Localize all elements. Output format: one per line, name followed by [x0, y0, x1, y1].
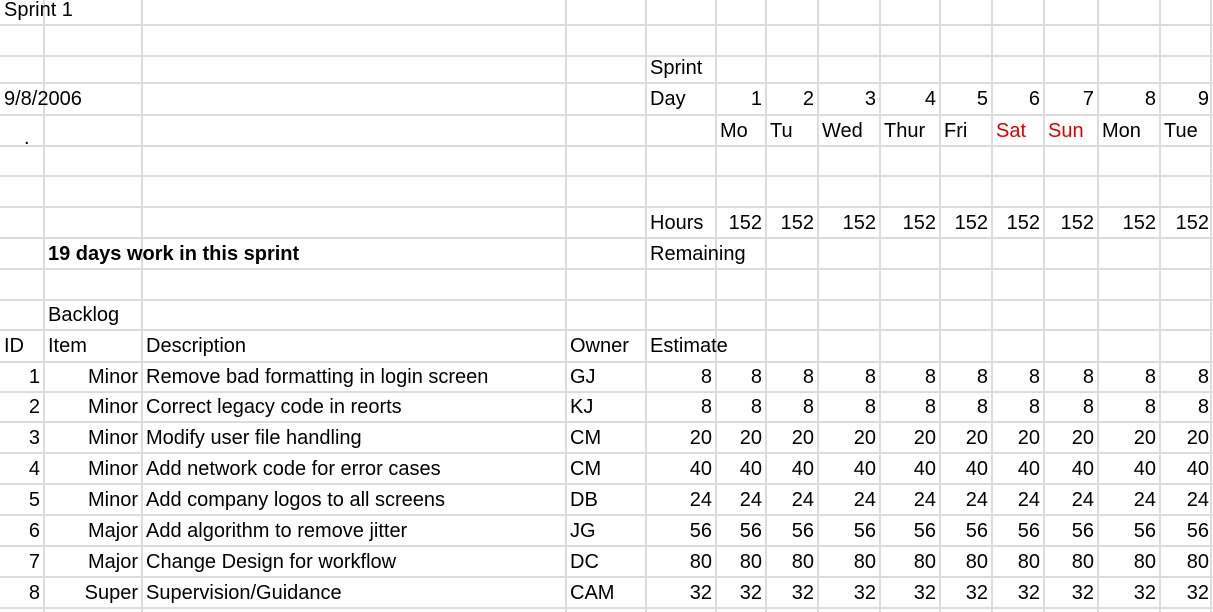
task-estimate-3: 20: [689, 426, 712, 449]
task-7-day-8: 80: [1133, 550, 1156, 573]
task-8-day-6: 32: [1017, 581, 1040, 604]
task-4-day-4: 40: [913, 457, 936, 480]
task-2-day-1: 8: [750, 396, 762, 418]
task-6-day-5: 56: [965, 519, 988, 542]
task-estimate-5: 24: [689, 488, 712, 511]
task-5-day-7: 24: [1071, 488, 1094, 511]
task-8-day-8: 32: [1133, 581, 1156, 604]
day-number-6: 6: [1028, 88, 1040, 110]
task-backlog-3: Minor: [87, 426, 138, 449]
task-5-day-8: 24: [1133, 488, 1156, 511]
task-owner-8: CAM: [570, 581, 615, 604]
task-3-day-5: 20: [965, 426, 988, 449]
hours-day-9: 152: [1175, 211, 1209, 234]
task-3-day-3: 20: [853, 426, 876, 449]
task-1-day-5: 8: [976, 366, 988, 388]
task-4-day-2: 40: [791, 457, 814, 480]
task-backlog-8: Super: [84, 581, 138, 604]
task-3-day-9: 20: [1186, 426, 1209, 449]
day-number-7: 7: [1082, 88, 1094, 110]
grid-row-line-5: [0, 175, 1213, 177]
task-description-8: Supervision/Guidance: [146, 581, 342, 604]
hours-label: Hours: [650, 211, 704, 234]
task-owner-6: JG: [570, 519, 596, 542]
task-8-day-5: 32: [965, 581, 988, 604]
task-2-day-3: 8: [864, 396, 876, 418]
header-estimate: Estimate: [650, 335, 728, 357]
task-6-day-1: 56: [739, 519, 762, 542]
task-5-day-1: 24: [739, 488, 762, 511]
task-7-day-7: 80: [1071, 550, 1094, 573]
task-5-day-6: 24: [1017, 488, 1040, 511]
task-2-day-5: 8: [976, 396, 988, 418]
task-1-day-4: 8: [924, 366, 936, 388]
hours-day-1: 152: [728, 211, 762, 234]
task-5-day-9: 24: [1186, 488, 1209, 511]
remaining-label: Remaining: [650, 242, 746, 265]
task-id-3: 3: [28, 426, 40, 449]
task-estimate-8: 32: [689, 581, 712, 604]
day-number-3: 3: [864, 88, 876, 110]
task-4-day-5: 40: [965, 457, 988, 480]
task-3-day-6: 20: [1017, 426, 1040, 449]
hours-day-7: 152: [1060, 211, 1094, 234]
task-backlog-7: Major: [87, 550, 138, 573]
task-description-3: Modify user file handling: [146, 426, 362, 449]
task-3-day-4: 20: [913, 426, 936, 449]
task-7-day-2: 80: [791, 550, 814, 573]
day-name-4: Thur: [884, 119, 926, 142]
hours-day-4: 152: [902, 211, 936, 234]
task-description-1: Remove bad formatting in login screen: [146, 366, 489, 388]
task-description-5: Add company logos to all screens: [146, 488, 446, 511]
task-backlog-5: Minor: [87, 488, 138, 511]
task-7-day-4: 80: [913, 550, 936, 573]
task-owner-1: GJ: [570, 366, 596, 388]
grid-row-line-9: [0, 299, 1213, 301]
task-5-day-3: 24: [853, 488, 876, 511]
task-2-day-6: 8: [1028, 396, 1040, 418]
task-estimate-4: 40: [689, 457, 712, 480]
task-backlog-4: Minor: [87, 457, 138, 480]
task-id-2: 2: [28, 396, 40, 418]
task-4-day-6: 40: [1017, 457, 1040, 480]
hours-day-5: 152: [954, 211, 988, 234]
task-3-day-8: 20: [1133, 426, 1156, 449]
task-8-day-3: 32: [853, 581, 876, 604]
header-owner: Owner: [570, 335, 629, 357]
task-description-7: Change Design for workflow: [146, 550, 397, 573]
task-3-day-7: 20: [1071, 426, 1094, 449]
task-6-day-2: 56: [791, 519, 814, 542]
sprint-title: Sprint 1: [4, 0, 73, 21]
day-name-7: Sun: [1048, 119, 1084, 142]
day-name-5: Fri: [944, 119, 968, 142]
day-name-6: Sat: [996, 119, 1027, 142]
task-id-6: 6: [28, 519, 40, 542]
task-4-day-3: 40: [853, 457, 876, 480]
task-5-day-5: 24: [965, 488, 988, 511]
task-estimate-1: 8: [700, 366, 712, 388]
day-number-1: 1: [750, 88, 762, 110]
task-4-day-8: 40: [1133, 457, 1156, 480]
grid-row-line-0: [0, 24, 1213, 26]
task-5-day-4: 24: [913, 488, 936, 511]
task-8-day-9: 32: [1186, 581, 1209, 604]
task-estimate-6: 56: [689, 519, 712, 542]
task-backlog-1: Minor: [87, 366, 138, 388]
day-number-8: 8: [1144, 88, 1156, 110]
sprint-label: Sprint: [650, 57, 703, 79]
task-1-day-1: 8: [750, 366, 762, 388]
task-1-day-9: 8: [1197, 366, 1209, 388]
task-1-day-6: 8: [1028, 366, 1040, 388]
task-8-day-1: 32: [739, 581, 762, 604]
task-7-day-6: 80: [1017, 550, 1040, 573]
task-4-day-1: 40: [739, 457, 762, 480]
task-description-2: Correct legacy code in reorts: [146, 396, 402, 418]
dot-marker: .: [24, 127, 30, 149]
task-owner-2: KJ: [570, 396, 594, 418]
task-owner-5: DB: [570, 488, 598, 511]
task-backlog-6: Major: [87, 519, 138, 542]
task-3-day-1: 20: [739, 426, 762, 449]
task-7-day-9: 80: [1186, 550, 1209, 573]
task-backlog-2: Minor: [87, 396, 138, 418]
header-description: Description: [146, 335, 247, 357]
day-number-2: 2: [802, 88, 814, 110]
task-id-4: 4: [28, 457, 40, 480]
task-4-day-9: 40: [1186, 457, 1209, 480]
header-backlog-line1: Backlog: [48, 304, 120, 326]
task-owner-4: CM: [570, 457, 602, 480]
sprint-summary: 19 days work in this sprint: [48, 242, 300, 265]
task-6-day-4: 56: [913, 519, 936, 542]
task-owner-7: DC: [570, 550, 599, 573]
task-estimate-7: 80: [689, 550, 712, 573]
day-number-5: 5: [976, 88, 988, 110]
day-name-9: Tue: [1164, 119, 1198, 142]
task-6-day-6: 56: [1017, 519, 1040, 542]
hours-day-3: 152: [842, 211, 876, 234]
task-7-day-1: 80: [739, 550, 762, 573]
day-label: Day: [650, 88, 686, 110]
task-description-6: Add algorithm to remove jitter: [146, 519, 408, 542]
task-id-5: 5: [28, 488, 40, 511]
task-estimate-2: 8: [700, 396, 712, 418]
header-backlog-line2: Item: [48, 335, 87, 357]
task-7-day-3: 80: [853, 550, 876, 573]
task-8-day-7: 32: [1071, 581, 1094, 604]
grid-row-line-1: [0, 55, 1213, 57]
task-2-day-8: 8: [1144, 396, 1156, 418]
hours-day-8: 152: [1122, 211, 1156, 234]
task-2-day-7: 8: [1082, 396, 1094, 418]
task-6-day-8: 56: [1133, 519, 1156, 542]
day-name-1: Mo: [720, 119, 748, 142]
task-4-day-7: 40: [1071, 457, 1094, 480]
task-8-day-2: 32: [791, 581, 814, 604]
task-1-day-7: 8: [1082, 366, 1094, 388]
header-id: ID: [4, 335, 24, 357]
day-name-3: Wed: [822, 119, 863, 142]
task-owner-3: CM: [570, 426, 602, 449]
task-1-day-2: 8: [802, 366, 814, 388]
hours-day-6: 152: [1006, 211, 1040, 234]
task-id-7: 7: [28, 550, 40, 573]
task-1-day-8: 8: [1144, 366, 1156, 388]
task-description-4: Add network code for error cases: [146, 457, 441, 480]
day-number-9: 9: [1197, 88, 1209, 110]
task-8-day-4: 32: [913, 581, 936, 604]
task-1-day-3: 8: [864, 366, 876, 388]
task-6-day-7: 56: [1071, 519, 1094, 542]
task-2-day-2: 8: [802, 396, 814, 418]
task-id-1: 1: [28, 366, 40, 388]
sprint-date: 9/8/2006: [4, 88, 82, 110]
task-6-day-3: 56: [853, 519, 876, 542]
task-6-day-9: 56: [1186, 519, 1209, 542]
hours-day-2: 152: [780, 211, 814, 234]
task-2-day-4: 8: [924, 396, 936, 418]
day-name-8: Mon: [1102, 119, 1141, 142]
task-5-day-2: 24: [791, 488, 814, 511]
task-id-8: 8: [28, 581, 40, 604]
day-name-2: Tu: [770, 119, 793, 142]
task-2-day-9: 8: [1197, 396, 1209, 418]
day-number-4: 4: [924, 88, 936, 110]
task-7-day-5: 80: [965, 550, 988, 573]
task-3-day-2: 20: [791, 426, 814, 449]
